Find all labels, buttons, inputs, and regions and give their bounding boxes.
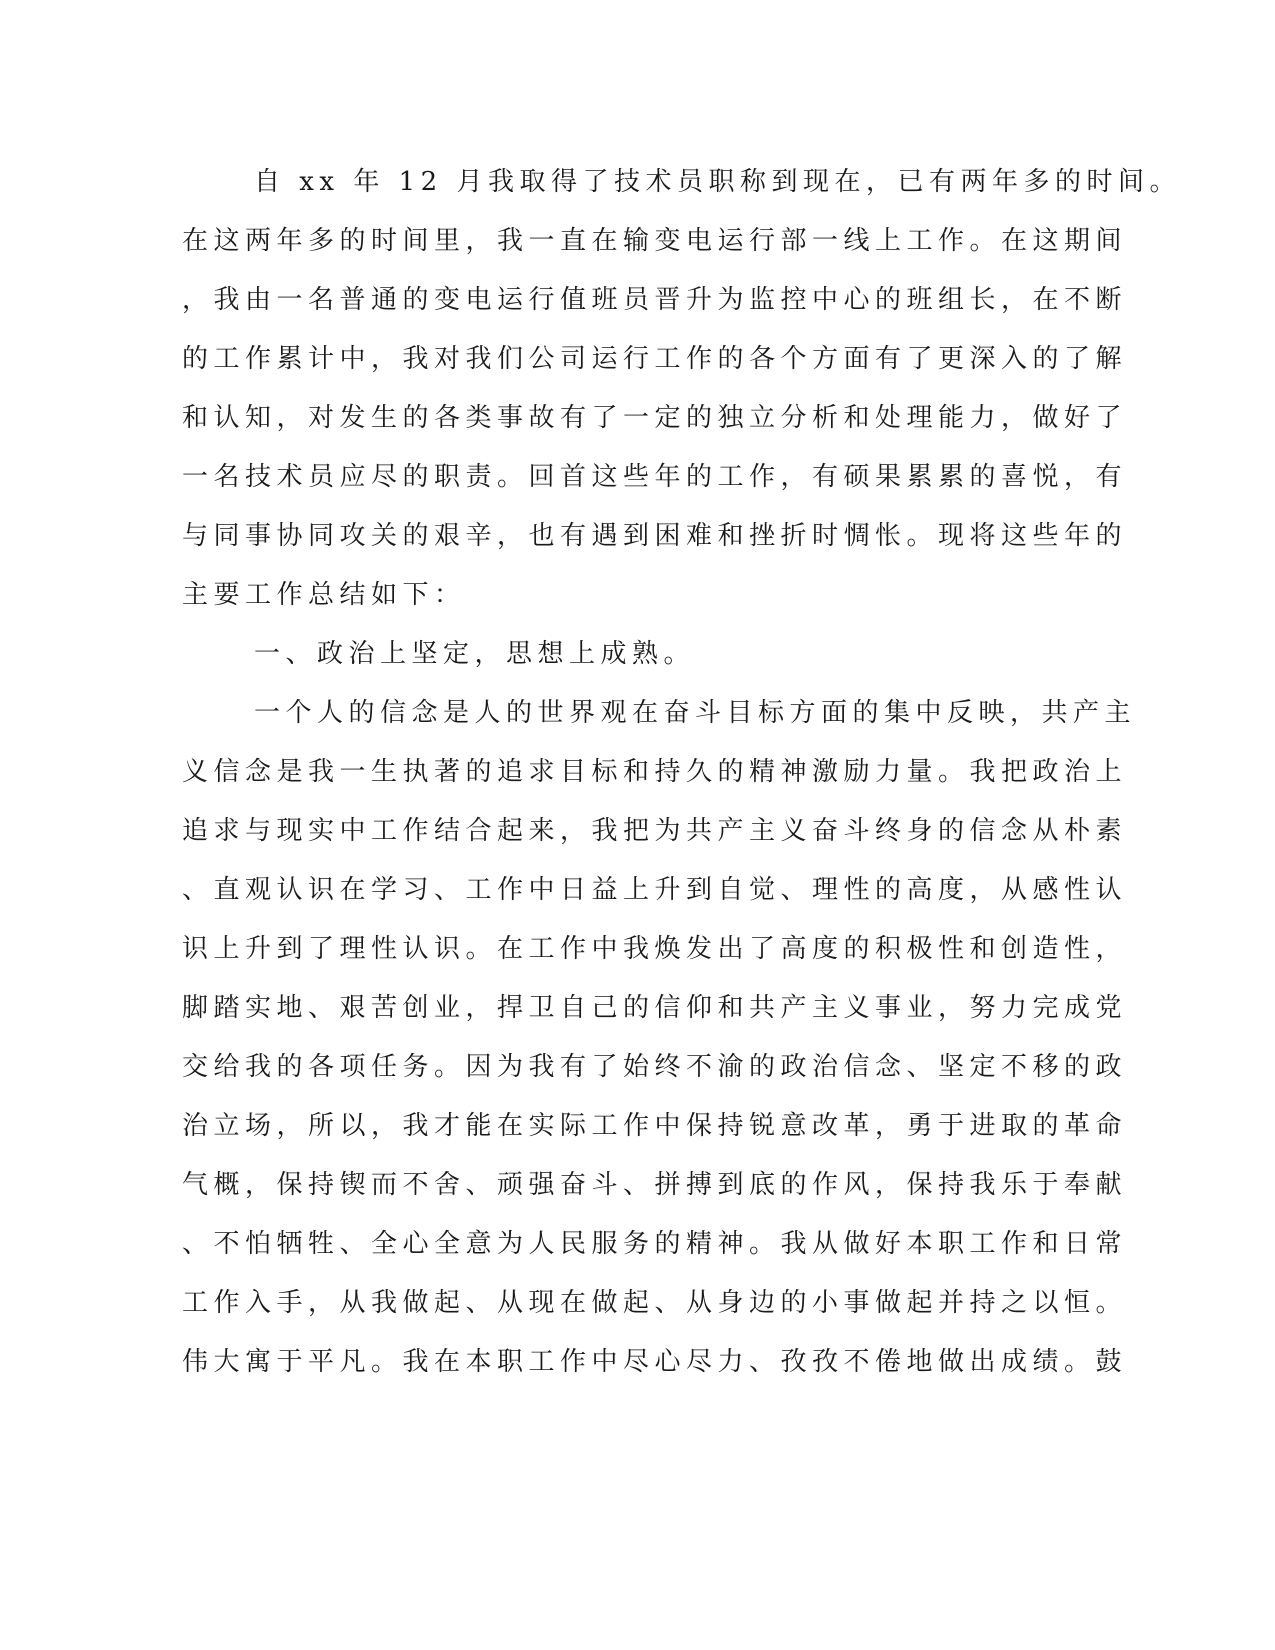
paragraph-1-line-3: ，我由一名普通的变电运行值班员晋升为监控中心的班组长，在不断 xyxy=(182,285,1128,315)
paragraph-2-line-2: 义信念是我一生执著的追求目标和持久的精神激励力量。我把政治上 xyxy=(182,757,1128,787)
paragraph-1-line-8: 主要工作总结如下： xyxy=(182,580,466,610)
paragraph-1-line-4: 的工作累计中，我对我们公司运行工作的各个方面有了更深入的了解 xyxy=(182,344,1128,374)
paragraph-2-line-6: 脚踏实地、艰苦创业，捍卫自己的信仰和共产主义事业，努力完成党 xyxy=(182,993,1128,1023)
paragraph-2-line-11: 工作入手，从我做起、从现在做起、从身边的小事做起并持之以恒。 xyxy=(182,1288,1128,1318)
paragraph-1-line-2: 在这两年多的时间里，我一直在输变电运行部一线上工作。在这期间 xyxy=(182,226,1128,256)
paragraph-1-line-7: 与同事协同攻关的艰辛，也有遇到困难和挫折时惆怅。现将这些年的 xyxy=(182,521,1128,551)
paragraph-2-line-4: 、直观认识在学习、工作中日益上升到自觉、理性的高度，从感性认 xyxy=(182,875,1128,905)
paragraph-1-line-6: 一名技术员应尽的职责。回首这些年的工作，有硕果累累的喜悦，有 xyxy=(182,462,1128,492)
section-heading: 一、政治上坚定，思想上成熟。 xyxy=(254,639,696,669)
paragraph-2-line-10: 、不怕牺牲、全心全意为人民服务的精神。我从做好本职工作和日常 xyxy=(182,1229,1128,1259)
paragraph-2-line-5: 识上升到了理性认识。在工作中我焕发出了高度的积极性和创造性， xyxy=(182,934,1128,964)
paragraph-2-line-3: 追求与现实中工作结合起来，我把为共产主义奋斗终身的信念从朴素 xyxy=(182,816,1128,846)
paragraph-2-line-8: 治立场，所以，我才能在实际工作中保持锐意改革，勇于进取的革命 xyxy=(182,1111,1128,1141)
paragraph-1-line-1: 自 xx 年 12 月我取得了技术员职称到现在，已有两年多的时间。 xyxy=(254,167,1181,197)
paragraph-2-line-12: 伟大寓于平凡。我在本职工作中尽心尽力、孜孜不倦地做出成绩。鼓 xyxy=(182,1347,1128,1377)
paragraph-2-line-9: 气概，保持锲而不舍、顽强奋斗、拼搏到底的作风，保持我乐于奉献 xyxy=(182,1170,1128,1200)
paragraph-2-line-1: 一个人的信念是人的世界观在奋斗目标方面的集中反映，共产主 xyxy=(254,698,1137,728)
paragraph-1-line-5: 和认知，对发生的各类事故有了一定的独立分析和处理能力，做好了 xyxy=(182,403,1128,433)
paragraph-2-line-7: 交给我的各项任务。因为我有了始终不渝的政治信念、坚定不移的政 xyxy=(182,1052,1128,1082)
